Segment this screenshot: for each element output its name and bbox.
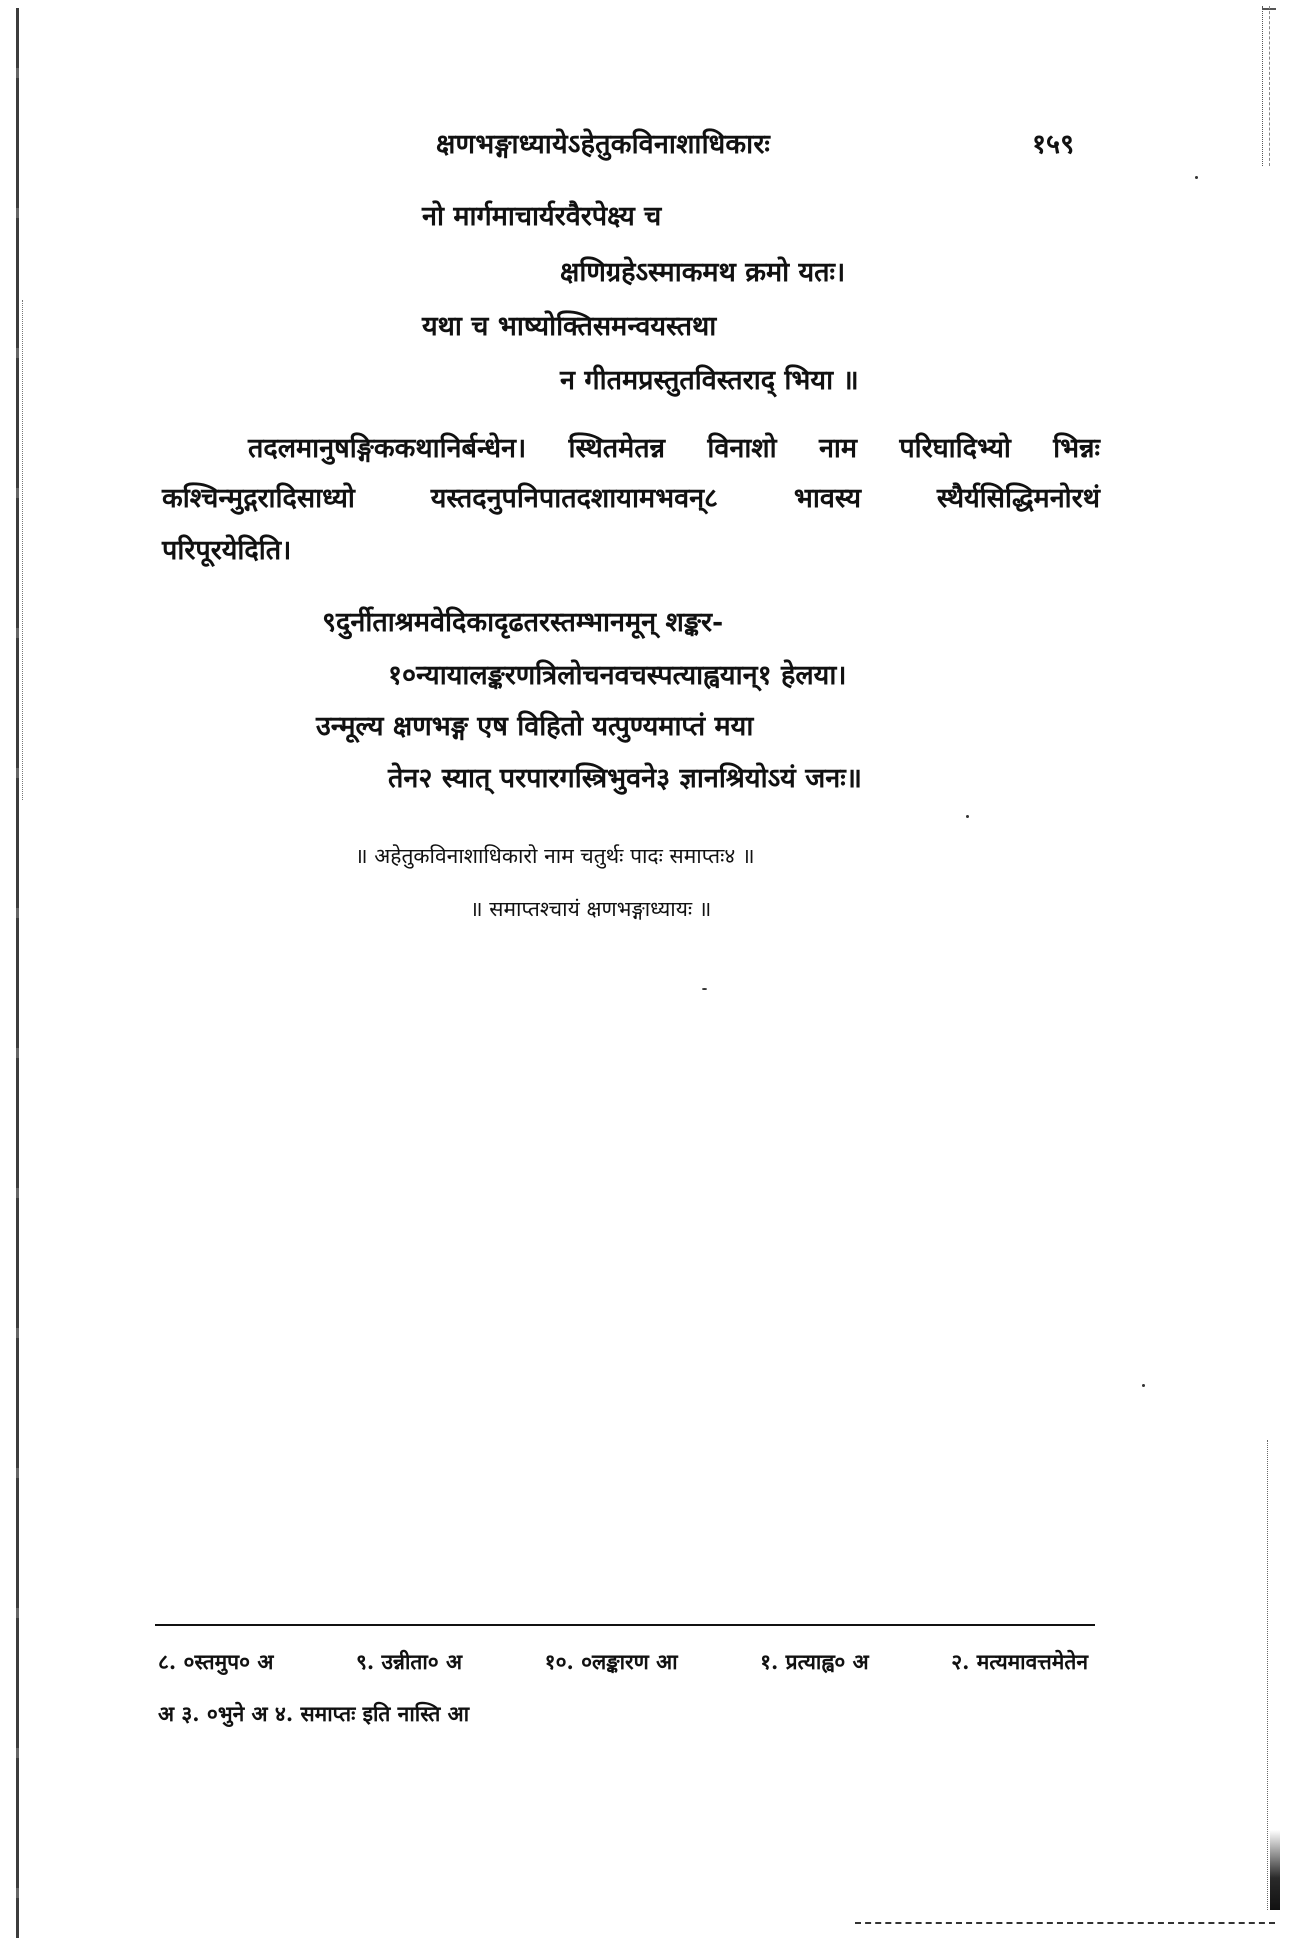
verse-line: क्षणिग्रहेऽस्माकमथ क्रमो यतः।: [560, 257, 846, 288]
scan-bottom-dash: [855, 1922, 1275, 1924]
scan-speck: [702, 988, 707, 990]
footnote: १०. ०लङ्कारण आ: [544, 1649, 678, 1674]
verse-line: १०न्यायालङ्करणत्रिलोचनवचस्पत्याह्वयान्१ हेलया।: [388, 660, 847, 691]
footnote: २. मत्यमावत्तमेतेन: [951, 1649, 1088, 1674]
word: तदलमानुषङ्गिककथानिर्बन्धेन।: [248, 433, 527, 464]
word: नाम: [818, 433, 858, 464]
footnote-line: [158, 1648, 1088, 1676]
scan-left-dots: [22, 300, 24, 800]
scan-right-corner: [1270, 1830, 1280, 1910]
scan-right-top-edge: [1262, 6, 1270, 166]
word: परिघादिभ्यो: [899, 433, 1011, 464]
scan-left-edge: [16, 8, 19, 1938]
word: यस्तदनुपनिपातदशायामभवन्८: [430, 483, 719, 514]
colophon-line: ॥ अहेतुकविनाशाधिकारो नाम चतुर्थः पादः समाप्तः४ ॥: [355, 844, 755, 868]
footnote-rule: [155, 1624, 1095, 1626]
verse-line: ९दुर्नीताश्रमवेदिकादृढतरस्तम्भानमून् शङ्कर-: [322, 607, 724, 638]
word: विनाशो: [707, 433, 777, 464]
prose-line: [162, 478, 1100, 515]
word: भावस्य: [793, 483, 862, 514]
running-head: क्षणभङ्गाध्यायेऽहेतुकविनाशाधिकारः: [436, 129, 771, 160]
word: कश्चिन्मुद्गरादिसाध्यो: [162, 483, 355, 514]
footnote-line: अ ३. ०भुने अ ४. समाप्तः इति नास्ति आ: [158, 1701, 470, 1726]
footnote: १. प्रत्याह्व० अ: [760, 1649, 869, 1674]
page-number: १५९: [1032, 129, 1075, 160]
verse-line: उन्मूल्य क्षणभङ्ग एष विहितो यत्पुण्यमाप्तं मया: [316, 711, 754, 742]
word: स्थैर्यसिद्धिमनोरथं: [936, 483, 1100, 514]
word: भिन्नः: [1053, 433, 1100, 464]
colophon-line: ॥ समाप्तश्चायं क्षणभङ्गाध्यायः ॥: [470, 897, 712, 921]
prose-line: परिपूरयेदिति।: [162, 535, 292, 566]
scan-speck: [1142, 1384, 1145, 1387]
verse-line: नो मार्गमाचार्यरवैरपेक्ष्य च: [422, 201, 662, 232]
footnote: ९. उन्नीता० अ: [355, 1649, 463, 1674]
verse-line: यथा च भाष्योक्तिसमन्वयस्तथा: [422, 311, 717, 342]
prose-line: [248, 428, 1100, 465]
scan-speck: [1195, 176, 1198, 179]
word: स्थितमेतन्न: [568, 433, 666, 464]
footnote: ८. ०स्तमुप० अ: [158, 1649, 274, 1674]
verse-line: न गीतमप्रस्तुतविस्तराद् भिया ॥: [560, 365, 859, 396]
scan-speck: [966, 815, 969, 818]
verse-line: तेन२ स्यात् परपारगस्त्रिभुवने३ ज्ञानश्रियोऽयं जनः॥: [388, 763, 862, 794]
